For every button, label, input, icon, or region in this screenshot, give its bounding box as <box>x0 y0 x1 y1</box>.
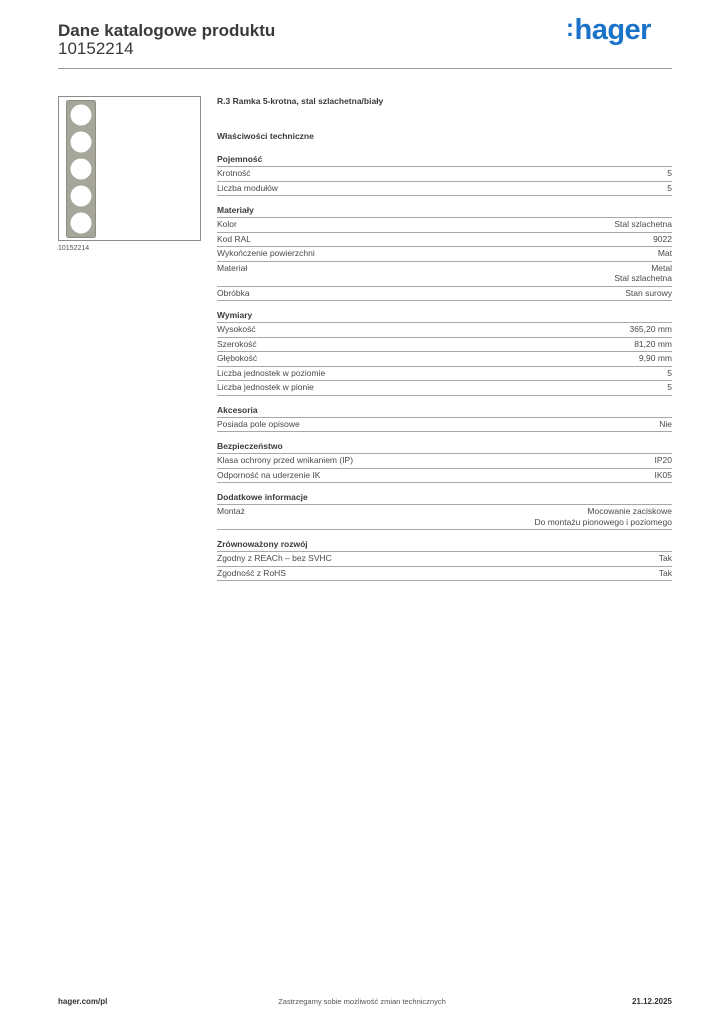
property-label: Liczba jednostek w pionie <box>217 382 314 392</box>
property-value <box>667 168 672 179</box>
property-value <box>655 470 673 481</box>
property-row <box>217 552 672 567</box>
property-value <box>658 248 672 259</box>
property-row <box>217 262 672 287</box>
property-value-line: Do montażu pionowego i poziomego <box>534 516 672 527</box>
section-heading: Wymiary <box>217 310 672 323</box>
property-row <box>217 247 672 262</box>
property-value-line: Mocowanie zaciskowe <box>587 506 672 516</box>
property-value <box>667 183 672 194</box>
property-value-line: Stan surowy <box>625 287 672 298</box>
property-label: Wysokość <box>217 324 256 334</box>
property-section <box>217 441 672 483</box>
property-value <box>659 568 672 579</box>
header-divider <box>58 68 672 69</box>
property-section <box>217 205 672 301</box>
property-row <box>217 218 672 233</box>
product-code: 10152214 <box>58 39 134 58</box>
property-label: Posiada pole opisowe <box>217 418 300 429</box>
property-label: Liczba modułów <box>217 182 278 193</box>
logo-colon-icon: : <box>566 15 574 42</box>
property-value <box>534 506 672 527</box>
five-gang-frame-icon <box>66 100 96 238</box>
property-value-line: Tak <box>658 553 672 563</box>
footer-disclaimer: Zastrzegamy sobie możliwość zmian technicznych <box>278 997 446 1006</box>
property-value <box>625 288 672 299</box>
property-value <box>639 353 672 364</box>
property-row <box>217 367 672 382</box>
property-value-line: 365,20 mm <box>629 324 672 334</box>
property-value <box>655 455 673 466</box>
property-row <box>217 338 672 353</box>
property-value <box>667 382 672 393</box>
property-label: Obróbka <box>217 287 250 298</box>
property-label: Zgodność z RoHS <box>217 567 286 578</box>
properties-title: Właściwości techniczne <box>217 131 314 141</box>
product-details <box>217 96 672 581</box>
property-label: Odporność na uderzenie IK <box>217 469 321 480</box>
property-row <box>217 352 672 367</box>
property-row <box>217 469 672 484</box>
footer-date: 21.12.2025 <box>631 997 672 1006</box>
product-title: R.3 Ramka 5-krotna, stal szlachetna/biały <box>217 96 384 106</box>
section-heading: Dodatkowe informacje <box>217 492 672 505</box>
property-label: Krotność <box>217 168 251 178</box>
property-value-line: 5 <box>667 367 672 378</box>
property-label: Szerokość <box>217 338 257 349</box>
section-heading: Bezpieczeństwo <box>217 441 672 454</box>
property-label: Montaż <box>217 506 245 516</box>
property-section <box>217 539 672 581</box>
property-value <box>653 234 672 245</box>
property-value-line: Stal szlachetna <box>614 219 672 229</box>
property-value <box>614 219 672 230</box>
property-row <box>217 233 672 248</box>
image-caption: 10152214 <box>58 245 90 252</box>
property-row <box>217 505 672 530</box>
property-value-line: Nie <box>659 418 672 429</box>
property-label: Materiał <box>217 262 248 273</box>
property-label: Głębokość <box>217 353 258 363</box>
property-label: Kolor <box>217 219 237 229</box>
property-section <box>217 405 672 433</box>
property-section <box>217 492 672 530</box>
property-section <box>217 154 672 196</box>
hager-logo <box>566 14 651 47</box>
property-label: Kod RAL <box>217 233 252 244</box>
property-section <box>217 310 672 396</box>
property-label: Liczba jednostek w poziomie <box>217 367 326 378</box>
property-value-line: IP20 <box>654 455 672 465</box>
logo-text: hager <box>574 14 651 46</box>
property-row <box>217 418 672 433</box>
property-value-line: 5 <box>667 168 672 178</box>
product-image <box>58 96 201 241</box>
page-title: Dane katalogowe produktu <box>58 21 276 40</box>
footer-website: hager.com/pl <box>58 997 108 1006</box>
property-row <box>217 381 672 396</box>
property-row <box>217 167 672 182</box>
property-value <box>659 553 672 564</box>
property-value-line: Stal szlachetna <box>614 273 672 283</box>
section-heading: Pojemność <box>217 154 672 167</box>
property-value-line: Tak <box>658 567 672 578</box>
property-label: Klasa ochrony przed wnikaniem (IP) <box>217 455 354 465</box>
section-heading: Akcesoria <box>217 405 672 418</box>
property-value-line: 9,90 mm <box>638 353 672 363</box>
property-row <box>217 287 672 302</box>
property-value-line: IK05 <box>654 469 672 480</box>
property-value <box>629 324 672 335</box>
property-label: Wykończenie powierzchni <box>217 248 315 258</box>
property-value <box>667 368 672 379</box>
property-row <box>217 454 672 469</box>
property-value-line: 81,20 mm <box>634 338 672 349</box>
property-value-line: 5 <box>667 382 672 392</box>
property-value-line: Metal <box>651 262 672 273</box>
section-heading: Zrównoważony rozwój <box>217 539 672 552</box>
property-value-line: 9022 <box>653 233 672 244</box>
property-value <box>634 339 672 350</box>
property-label: Zgodny z REACh – bez SVHC <box>217 553 332 563</box>
property-value-line: Mat <box>657 248 672 258</box>
property-value-line: 5 <box>667 182 672 193</box>
property-row <box>217 567 672 582</box>
property-value <box>659 419 672 430</box>
property-row <box>217 182 672 197</box>
property-value <box>614 263 672 284</box>
property-sections <box>217 154 672 581</box>
property-row <box>217 323 672 338</box>
section-heading: Materiały <box>217 205 672 218</box>
